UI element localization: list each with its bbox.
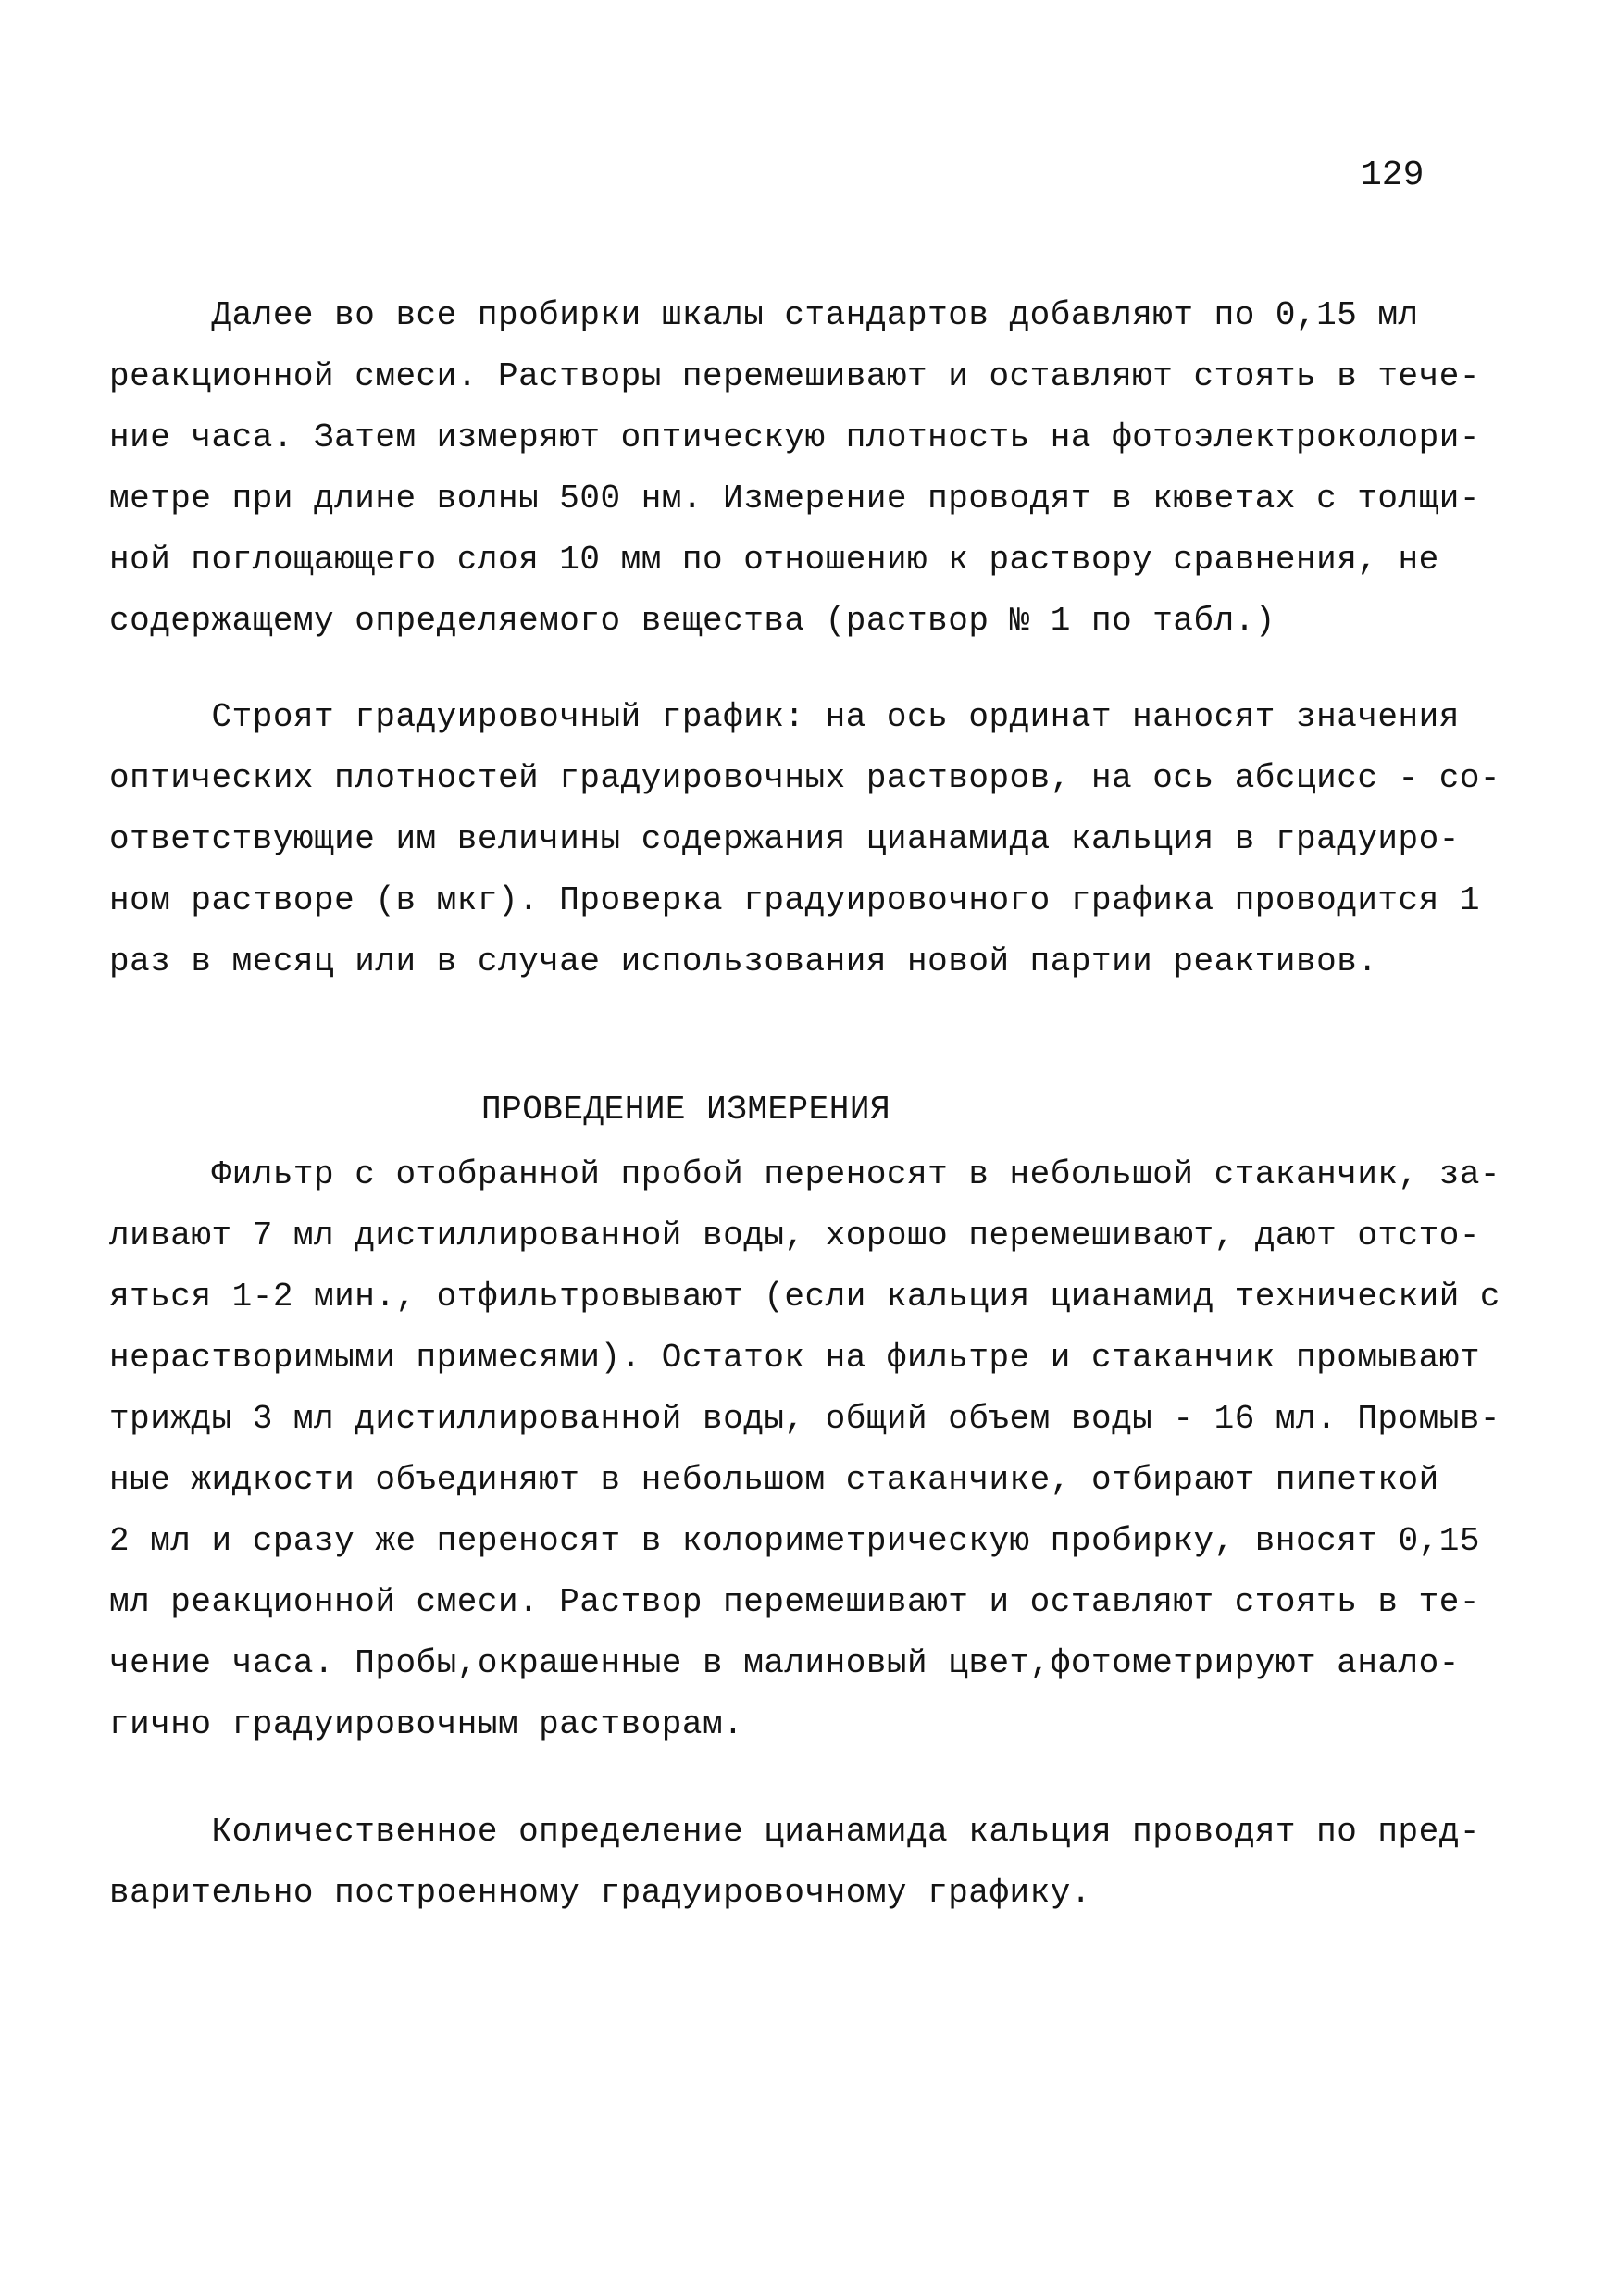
text-line: нерастворимыми примесями). Остаток на фильтре и стаканчик промывают	[109, 1339, 1480, 1377]
text-line: ливают 7 мл дистиллированной воды, хорошо перемешивают, дают отсто-	[109, 1217, 1480, 1254]
text-line: трижды 3 мл дистиллированной воды, общий объем воды - 16 мл. Промыв-	[109, 1400, 1501, 1438]
text-line: Количественное определение цианамида кальция проводят по пред-	[109, 1813, 1480, 1851]
text-line: ответствующие им величины содержания цианамида кальция в градуиро-	[109, 820, 1460, 858]
text-line: Строят градуировочный график: на ось ординат наносят значения	[109, 698, 1460, 736]
text-line: ном растворе (в мкг). Проверка градуировочного графика проводится 1	[109, 881, 1480, 919]
text-line: Фильтр с отобранной пробой переносят в небольшой стаканчик, за-	[109, 1155, 1501, 1193]
text-line: яться 1-2 мин., отфильтровывают (если кальция цианамид технический с	[109, 1278, 1501, 1316]
text-line: ной поглощающего слоя 10 мм по отношению к раствору сравнения, не	[109, 541, 1439, 579]
text-line: гично градуировочным растворам.	[109, 1705, 744, 1743]
paragraph-quantitative	[109, 1802, 1516, 1924]
page-number: 129	[1361, 156, 1425, 195]
text-line: чение часа. Пробы,окрашенные в малиновый цвет,фотометрируют анало-	[109, 1644, 1460, 1682]
text-line: ние часа. Затем измеряют оптическую плотность на фотоэлектроколори-	[109, 418, 1480, 456]
text-line: раз в месяц или в случае использования новой партии реактивов.	[109, 942, 1378, 980]
text-line: ные жидкости объединяют в небольшом стаканчике, отбирают пипеткой	[109, 1461, 1439, 1499]
paragraph-standards	[109, 285, 1516, 652]
text-line: оптических плотностей градуировочных растворов, на ось абсцисс - со-	[109, 759, 1501, 797]
text-line: 2 мл и сразу же переносят в колориметрическую пробирку, вносят 0,15	[109, 1522, 1480, 1560]
paragraph-calibration-graph	[109, 687, 1516, 992]
text-line: варительно построенному градуировочному графику.	[109, 1874, 1091, 1912]
section-heading: ПРОВЕДЕНИЕ ИЗМЕРЕНИЯ	[481, 1091, 891, 1129]
text-line: Далее во все пробирки шкалы стандартов добавляют по 0,15 мл	[109, 296, 1419, 334]
text-line: мл реакционной смеси. Раствор перемешивают и оставляют стоять в те-	[109, 1583, 1480, 1621]
paragraph-measurement	[109, 1144, 1516, 1755]
text-line: содержащему определяемого вещества (раствор № 1 по табл.)	[109, 602, 1276, 640]
text-line: метре при длине волны 500 нм. Измерение проводят в кюветах с толщи-	[109, 480, 1480, 518]
text-line: реакционной смеси. Растворы перемешивают и оставляют стоять в тече-	[109, 357, 1480, 395]
